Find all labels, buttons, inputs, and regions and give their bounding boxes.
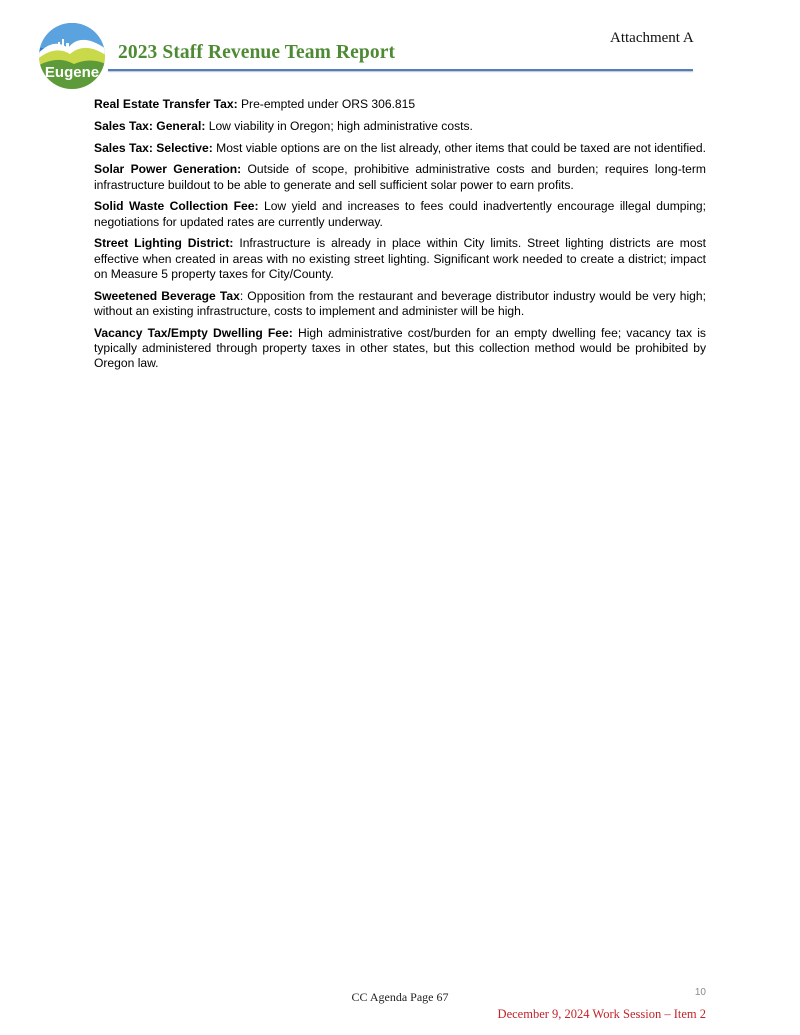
eugene-logo <box>34 18 110 90</box>
footer-agenda-page: CC Agenda Page 67 <box>351 990 449 1004</box>
entry-term: Sweetened Beverage Tax <box>94 288 240 303</box>
entry-real-estate-transfer-tax <box>94 97 706 112</box>
entry-text: Pre-empted under ORS 306.815 <box>237 97 416 111</box>
footer-work-session: December 9, 2024 Work Session – Item 2 <box>497 1007 706 1021</box>
entry-term: Real Estate Transfer Tax: <box>94 97 238 111</box>
entry-term: Vacancy Tax/Empty Dwelling Fee: <box>94 325 293 340</box>
entry-text: Infrastructure is already in place within City limits. Street lighting districts are most effective when created in areas with no existing street lighting. Significant work needed to create a district; impact on Measure 5 property taxes for City/County. <box>94 236 706 281</box>
entry-term: Street Lighting District: <box>94 236 234 251</box>
footer-page-number: 10 <box>694 987 706 998</box>
attachment-label: Attachment A <box>610 30 694 46</box>
entry-sweetened-beverage-tax <box>94 289 706 319</box>
entry-text: High administrative cost/burden for an empty dwelling fee; vacancy tax is typically administered through property taxes in other states, but this collection method would be prohibited by Oregon law. <box>94 325 706 370</box>
report-title: 2023 Staff Revenue Team Report <box>118 42 396 63</box>
entry-text: Low yield and increases to fees could inadvertently encourage illegal dumping; negotiations for updated rates are currently underway. <box>94 199 707 229</box>
entry-sales-tax-selective <box>94 141 706 156</box>
header-divider <box>108 69 693 71</box>
entry-vacancy-tax <box>94 326 706 372</box>
entry-street-lighting-district <box>94 236 706 282</box>
entry-term: Sales Tax: Selective: <box>94 140 213 155</box>
entry-solid-waste-collection-fee <box>94 199 706 229</box>
entry-text: Outside of scope, prohibitive administrative costs and burden; requires long-term infrastructure buildout to be able to generate and sell sufficient solar power to earn profits. <box>94 162 706 192</box>
entry-term: Sales Tax: General: <box>94 118 206 133</box>
entry-solar-power-generation <box>94 162 706 192</box>
entry-text: Most viable options are on the list already, other items that could be taxed are not identified. <box>212 140 706 155</box>
logo-wordmark: Eugene <box>44 64 100 81</box>
entry-term: Solar Power Generation: <box>94 162 242 177</box>
entry-term: Solid Waste Collection Fee: <box>94 199 259 214</box>
revenue-options-list <box>94 97 706 378</box>
entry-sales-tax-general <box>94 119 706 134</box>
entry-text: : Opposition from the restaurant and beverage distributor industry would be very high; without an existing infrastructure, costs to implement and administer will be high. <box>94 288 706 318</box>
entry-text: Low viability in Oregon; high administrative costs. <box>205 118 473 133</box>
